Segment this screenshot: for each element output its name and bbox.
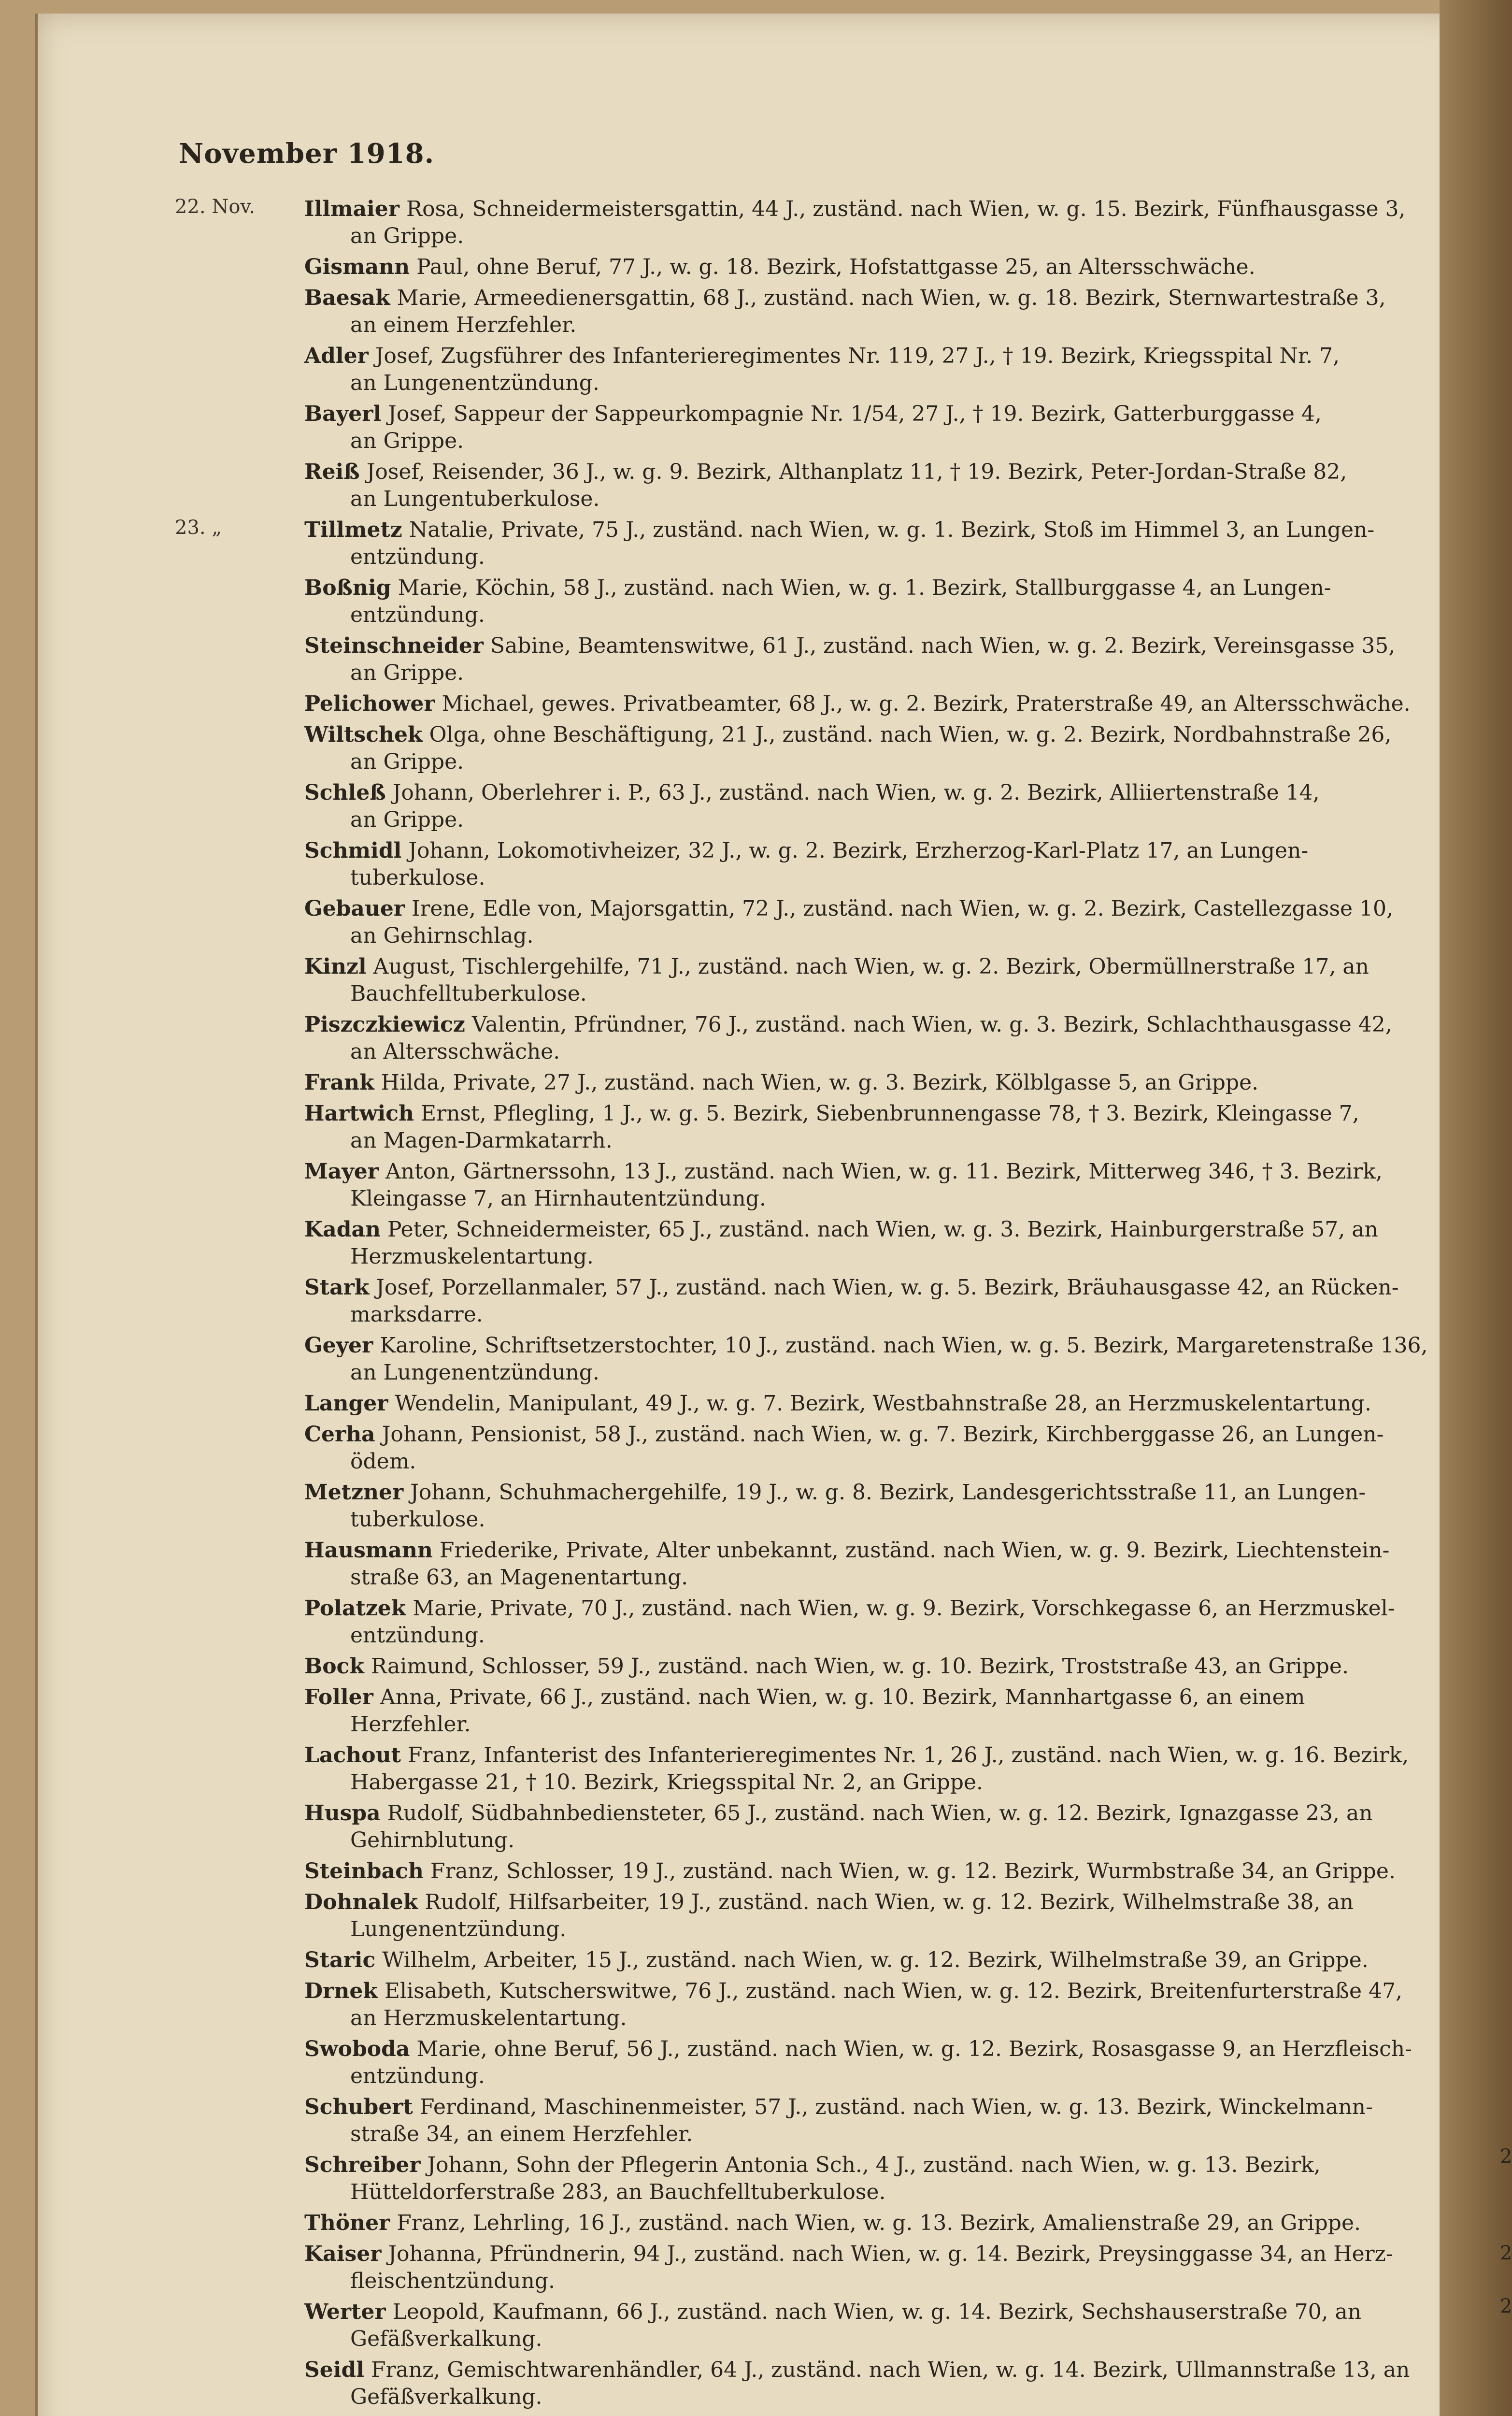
register-entry bbox=[179, 2094, 1435, 2148]
deceased-surname: Metzner bbox=[304, 1480, 404, 1505]
entry-details: Johann, Oberlehrer i. P., 63 J., zuständ. nach Wien, w. g. 2. Bezirk, Alliiertenstraße 14, bbox=[392, 780, 1320, 805]
deceased-surname: Polatzek bbox=[304, 1596, 406, 1621]
deceased-surname: Staric bbox=[304, 1948, 376, 1972]
entry-first-line bbox=[304, 2357, 1435, 2384]
register-entry bbox=[179, 2299, 1435, 2353]
entry-details: Ferdinand, Maschinenmeister, 57 J., zuständ. nach Wien, w. g. 13. Bezirk, Winckelmann- bbox=[419, 2095, 1373, 2119]
deceased-surname: Werter bbox=[304, 2300, 386, 2324]
register-entry bbox=[179, 2152, 1435, 2206]
deceased-surname: Boßnig bbox=[304, 575, 391, 600]
entry-details: Johann, Schuhmachergehilfe, 19 J., w. g. 8. Bezirk, Landesgerichtsstraße 11, an Lungen- bbox=[410, 1480, 1366, 1505]
deceased-surname: Schreiber bbox=[304, 2153, 421, 2177]
entry-details: Irene, Edle von, Majorsgattin, 72 J., zuständ. nach Wien, w. g. 2. Bezirk, Castellezgasse 10, bbox=[412, 896, 1394, 921]
deceased-surname: Piszczkiewicz bbox=[304, 1012, 465, 1037]
entry-continuation: an Lungenentzündung. bbox=[350, 371, 599, 395]
entry-details: August, Tischlergehilfe, 71 J., zuständ. nach Wien, w. g. 2. Bezirk, Obermüllnerstraße 17, an bbox=[373, 954, 1369, 979]
entry-details: Raimund, Schlosser, 59 J., zuständ. nach Wien, w. g. 10. Bezirk, Troststraße 43, an Grippe. bbox=[371, 1654, 1349, 1679]
entry-details: Ernst, Pflegling, 1 J., w. g. 5. Bezirk, Siebenbrunnengasse 78, † 3. Bezirk, Kleingasse 7, bbox=[420, 1101, 1359, 1126]
entry-details: Rudolf, Hilfsarbeiter, 19 J., zuständ. nach Wien, w. g. 12. Bezirk, Wilhelmstraße 38, an bbox=[425, 1890, 1354, 1914]
entry-continuation: Bauchfelltuberkulose. bbox=[350, 981, 587, 1006]
register-entry bbox=[179, 779, 1435, 834]
register-entry bbox=[179, 1216, 1435, 1270]
register-entry bbox=[179, 1390, 1435, 1417]
entry-continuation: Herzmuskelentartung. bbox=[350, 1244, 594, 1269]
register-entry bbox=[179, 1069, 1435, 1096]
deceased-surname: Schmidl bbox=[304, 838, 402, 863]
register-entry bbox=[179, 1889, 1435, 1943]
entry-details: Michael, gewes. Privatbeamter, 68 J., w. g. 2. Bezirk, Praterstraße 49, an Altersschwäche. bbox=[442, 691, 1411, 716]
entry-continuation: tuberkulose. bbox=[350, 865, 485, 890]
entry-continuation: fleischentzündung. bbox=[350, 2269, 555, 2293]
deceased-surname: Stark bbox=[304, 1275, 370, 1300]
deceased-surname: Kadan bbox=[304, 1217, 381, 1242]
book-gutter bbox=[1440, 0, 1512, 2416]
register-entry bbox=[179, 721, 1435, 776]
deceased-surname: Schubert bbox=[304, 2095, 413, 2119]
deceased-surname: Baesak bbox=[304, 286, 390, 310]
entry-first-line bbox=[304, 343, 1435, 370]
entry-first-line bbox=[304, 1069, 1435, 1096]
entry-first-line bbox=[304, 2036, 1435, 2063]
entry-continuation: an Altersschwäche. bbox=[350, 1039, 560, 1064]
entry-details: Marie, Armeedienersgattin, 68 J., zuständ. nach Wien, w. g. 18. Bezirk, Sternwartestraße 3, bbox=[397, 286, 1386, 310]
deceased-surname: Thöner bbox=[304, 2211, 390, 2235]
entry-details: Wendelin, Manipulant, 49 J., w. g. 7. Bezirk, Westbahnstraße 28, an Herzmuskelentartung. bbox=[395, 1391, 1371, 1416]
register-entry bbox=[179, 254, 1435, 281]
entry-first-line bbox=[304, 196, 1435, 223]
deceased-surname: Swoboda bbox=[304, 2037, 410, 2061]
entry-continuation: entzündung. bbox=[350, 2064, 485, 2088]
register-entry bbox=[179, 1858, 1435, 1885]
deceased-surname: Steinbach bbox=[304, 1859, 424, 1884]
register-entry bbox=[179, 1011, 1435, 1065]
entry-details: Rosa, Schneidermeistersgattin, 44 J., zuständ. nach Wien, w. g. 15. Bezirk, Fünfhausgasse 3, bbox=[406, 197, 1406, 221]
entry-first-line bbox=[304, 895, 1435, 922]
entry-details: Paul, ohne Beruf, 77 J., w. g. 18. Bezirk, Hofstattgasse 25, an Altersschwäche. bbox=[416, 255, 1255, 279]
entry-first-line bbox=[304, 1684, 1435, 1711]
entry-first-line bbox=[304, 1479, 1435, 1506]
entry-date: 22. Nov. bbox=[175, 196, 255, 218]
deceased-surname: Tillmetz bbox=[304, 518, 402, 542]
entry-details: Anna, Private, 66 J., zuständ. nach Wien, w. g. 10. Bezirk, Mannhartgasse 6, an einem bbox=[380, 1685, 1305, 1710]
register-entry bbox=[179, 1158, 1435, 1212]
entry-first-line bbox=[304, 1011, 1435, 1038]
deceased-surname: Seidl bbox=[304, 2358, 364, 2382]
entry-first-line bbox=[304, 1595, 1435, 1622]
register-entry bbox=[179, 2210, 1435, 2237]
deceased-surname: Kinzl bbox=[304, 954, 367, 979]
entry-first-line bbox=[304, 1421, 1435, 1448]
edge-number: 2 bbox=[1500, 2145, 1512, 2168]
entry-first-line bbox=[304, 459, 1435, 486]
deceased-surname: Dohnalek bbox=[304, 1890, 418, 1914]
entry-continuation: Gehirnblutung. bbox=[350, 1828, 515, 1853]
entry-details: Hilda, Private, 27 J., zuständ. nach Wien, w. g. 3. Bezirk, Kölblgasse 5, an Grippe. bbox=[381, 1070, 1259, 1095]
entry-continuation: an einem Herzfehler. bbox=[350, 313, 577, 337]
entry-first-line bbox=[304, 2152, 1435, 2179]
entry-details: Natalie, Private, 75 J., zuständ. nach Wien, w. g. 1. Bezirk, Stoß im Himmel 3, an Lungen- bbox=[409, 518, 1375, 542]
register-entry bbox=[179, 953, 1435, 1007]
entry-details: Marie, ohne Beruf, 56 J., zuständ. nach Wien, w. g. 12. Bezirk, Rosasgasse 9, an Herzfleisch- bbox=[416, 2037, 1412, 2061]
entry-continuation: an Grippe. bbox=[350, 224, 464, 248]
entry-details: Franz, Lehrling, 16 J., zuständ. nach Wien, w. g. 13. Bezirk, Amalienstraße 29, an Grippe. bbox=[397, 2211, 1361, 2235]
entry-first-line bbox=[304, 401, 1435, 428]
register-entry bbox=[179, 575, 1435, 629]
entry-continuation: an Herzmuskelentartung. bbox=[350, 2006, 627, 2030]
entry-continuation: an Grippe. bbox=[350, 807, 464, 832]
deceased-surname: Bock bbox=[304, 1654, 364, 1679]
deceased-surname: Pelichower bbox=[304, 691, 435, 716]
entry-first-line bbox=[304, 633, 1435, 660]
register-entry bbox=[179, 1800, 1435, 1854]
entry-details: Johann, Sohn der Pflegerin Antonia Sch., 4 J., zuständ. nach Wien, w. g. 13. Bezirk, bbox=[427, 2153, 1321, 2177]
entry-continuation: entzündung. bbox=[350, 1623, 485, 1648]
entry-continuation: ödem. bbox=[350, 1449, 416, 1474]
entry-continuation: Kleingasse 7, an Hirnhautentzündung. bbox=[350, 1186, 766, 1211]
entry-details: Friederike, Private, Alter unbekannt, zuständ. nach Wien, w. g. 9. Bezirk, Liechtenstein- bbox=[439, 1538, 1390, 1563]
entry-first-line bbox=[304, 953, 1435, 980]
entry-continuation: an Magen-Darmkatarrh. bbox=[350, 1128, 613, 1153]
entry-first-line bbox=[304, 1653, 1435, 1680]
entry-details: Franz, Infanterist des Infanterieregimentes Nr. 1, 26 J., zuständ. nach Wien, w. g. 16. Bezirk, bbox=[407, 1743, 1409, 1768]
entry-continuation: Herzfehler. bbox=[350, 1712, 471, 1737]
entry-details: Josef, Sappeur der Sappeurkompagnie Nr. 1/54, 27 J., † 19. Bezirk, Gatterburggasse 4, bbox=[388, 402, 1322, 426]
deceased-surname: Hartwich bbox=[304, 1101, 414, 1126]
entry-details: Josef, Porzellanmaler, 57 J., zuständ. nach Wien, w. g. 5. Bezirk, Bräuhausgasse 42, an Rücken- bbox=[376, 1275, 1399, 1300]
deceased-surname: Schleß bbox=[304, 780, 386, 805]
entry-first-line bbox=[304, 1947, 1435, 1974]
register-entries bbox=[175, 196, 1435, 2416]
register-entry bbox=[179, 633, 1435, 687]
entry-first-line bbox=[304, 2094, 1435, 2121]
entry-continuation: entzündung. bbox=[350, 603, 485, 627]
deceased-surname: Illmaier bbox=[304, 197, 399, 221]
entry-continuation: entzündung. bbox=[350, 545, 485, 569]
entry-details: Johann, Pensionist, 58 J., zuständ. nach Wien, w. g. 7. Bezirk, Kirchberggasse 26, an Lungen- bbox=[382, 1422, 1384, 1447]
entry-details: Valentin, Pfründner, 76 J., zuständ. nach Wien, w. g. 3. Bezirk, Schlachthausgasse 42, bbox=[471, 1012, 1392, 1037]
entry-continuation: an Grippe. bbox=[350, 661, 464, 685]
entry-first-line bbox=[304, 1978, 1435, 2005]
entry-first-line bbox=[304, 285, 1435, 312]
deceased-surname: Gebauer bbox=[304, 896, 405, 921]
entry-first-line bbox=[304, 721, 1435, 748]
entry-details: Anton, Gärtnerssohn, 13 J., zuständ. nach Wien, w. g. 11. Bezirk, Mitterweg 346, † 3. Bezirk, bbox=[385, 1159, 1383, 1184]
register-entry bbox=[175, 196, 1435, 250]
entry-details: Franz, Gemischtwarenhändler, 64 J., zuständ. nach Wien, w. g. 14. Bezirk, Ullmannstraße 13, an bbox=[371, 2358, 1410, 2382]
register-entry bbox=[179, 837, 1435, 892]
entry-first-line bbox=[304, 1274, 1435, 1301]
entry-first-line bbox=[304, 1800, 1435, 1827]
entry-details: Marie, Köchin, 58 J., zuständ. nach Wien, w. g. 1. Bezirk, Stallburggasse 4, an Lungen- bbox=[398, 575, 1331, 600]
entry-details: Franz, Schlosser, 19 J., zuständ. nach Wien, w. g. 12. Bezirk, Wurmbstraße 34, an Grippe. bbox=[430, 1859, 1396, 1884]
deceased-surname: Adler bbox=[304, 344, 369, 368]
deceased-surname: Frank bbox=[304, 1070, 374, 1095]
edge-number: 2 bbox=[1500, 2242, 1512, 2264]
entry-first-line bbox=[304, 690, 1435, 718]
entry-first-line bbox=[304, 779, 1435, 806]
register-entry bbox=[179, 1947, 1435, 1974]
entry-details: Josef, Reisender, 36 J., w. g. 9. Bezirk, Althanplatz 11, † 19. Bezirk, Peter-Jordan-Straße 82, bbox=[366, 460, 1347, 484]
entry-details: Johann, Lokomotivheizer, 32 J., w. g. 2. Bezirk, Erzherzog-Karl-Platz 17, an Lungen- bbox=[408, 838, 1309, 863]
register-entry bbox=[179, 343, 1435, 397]
edge-number: 2 bbox=[1500, 2295, 1512, 2317]
register-entry bbox=[179, 1421, 1435, 1475]
register-entry bbox=[179, 1595, 1435, 1649]
entry-details: Karoline, Schriftsetzerstochter, 10 J., zuständ. nach Wien, w. g. 5. Bezirk, Margaretenstraße 136, bbox=[380, 1333, 1428, 1358]
entry-first-line bbox=[304, 1742, 1435, 1769]
entry-continuation: an Gehirnschlag. bbox=[350, 923, 534, 948]
register-entry bbox=[179, 2036, 1435, 2090]
register-entry bbox=[179, 1479, 1435, 1533]
entry-continuation: Lungenentzündung. bbox=[350, 1917, 567, 1941]
entry-first-line bbox=[304, 1158, 1435, 1185]
deceased-surname: Foller bbox=[304, 1685, 373, 1710]
entry-first-line bbox=[304, 1390, 1435, 1417]
entry-continuation: an Grippe. bbox=[350, 749, 464, 774]
register-entry bbox=[179, 1100, 1435, 1154]
entry-date: 23. „ bbox=[175, 517, 222, 539]
deceased-surname: Reiß bbox=[304, 460, 360, 484]
register-entry bbox=[179, 2241, 1435, 2295]
register-entry bbox=[179, 401, 1435, 455]
register-entry bbox=[179, 285, 1435, 339]
register-entry bbox=[179, 459, 1435, 513]
deceased-surname: Steinschneider bbox=[304, 633, 484, 658]
deceased-surname: Cerha bbox=[304, 1422, 375, 1447]
deceased-surname: Wiltschek bbox=[304, 722, 423, 747]
register-entry bbox=[179, 1978, 1435, 2032]
deceased-surname: Mayer bbox=[304, 1159, 379, 1184]
entry-continuation: straße 34, an einem Herzfehler. bbox=[350, 2122, 693, 2146]
entry-continuation: Hütteldorferstraße 283, an Bauchfelltuberkulose. bbox=[350, 2180, 886, 2204]
deceased-surname: Hausmann bbox=[304, 1538, 433, 1563]
entry-continuation: straße 63, an Magenentartung. bbox=[350, 1565, 688, 1590]
deceased-surname: Gismann bbox=[304, 255, 410, 279]
entry-continuation: an Grippe. bbox=[350, 429, 464, 453]
register-entry bbox=[179, 1537, 1435, 1591]
entry-details: Johanna, Pfründnerin, 94 J., zuständ. nach Wien, w. g. 14. Bezirk, Preysinggasse 34, an Herz- bbox=[388, 2242, 1393, 2266]
deceased-surname: Langer bbox=[304, 1391, 388, 1416]
entry-continuation: an Lungentuberkulose. bbox=[350, 487, 600, 511]
entry-details: Marie, Private, 70 J., zuständ. nach Wien, w. g. 9. Bezirk, Vorschkegasse 6, an Herzmuskel- bbox=[413, 1596, 1395, 1621]
deceased-surname: Bayerl bbox=[304, 402, 382, 426]
entry-first-line bbox=[304, 254, 1435, 281]
entry-details: Leopold, Kaufmann, 66 J., zuständ. nach Wien, w. g. 14. Bezirk, Sechshauserstraße 70, an bbox=[392, 2300, 1362, 2324]
entry-details: Rudolf, Südbahnbediensteter, 65 J., zuständ. nach Wien, w. g. 12. Bezirk, Ignazgasse 23, an bbox=[387, 1801, 1373, 1826]
entry-first-line bbox=[304, 1332, 1435, 1359]
register-entry bbox=[179, 1742, 1435, 1796]
entry-details: Wilhelm, Arbeiter, 15 J., zuständ. nach Wien, w. g. 12. Bezirk, Wilhelmstraße 39, an Grippe. bbox=[382, 1948, 1369, 1972]
entry-continuation: Gefäßverkalkung. bbox=[350, 2327, 542, 2351]
register-entry bbox=[175, 517, 1435, 571]
entry-continuation: Habergasse 21, † 10. Bezirk, Kriegsspital Nr. 2, an Grippe. bbox=[350, 1770, 983, 1795]
entry-first-line bbox=[304, 1889, 1435, 1916]
register-entry bbox=[179, 1653, 1435, 1680]
entry-first-line bbox=[304, 1100, 1435, 1127]
page-header: November 1918. bbox=[179, 138, 435, 170]
register-entry bbox=[179, 2357, 1435, 2411]
entry-first-line bbox=[304, 2299, 1435, 2326]
entry-first-line bbox=[304, 1537, 1435, 1564]
entry-details: Peter, Schneidermeister, 65 J., zuständ. nach Wien, w. g. 3. Bezirk, Hainburgerstraße 57, an bbox=[387, 1217, 1378, 1242]
entry-continuation: tuberkulose. bbox=[350, 1507, 485, 1532]
entry-details: Elisabeth, Kutscherswitwe, 76 J., zuständ. nach Wien, w. g. 12. Bezirk, Breitenfurterstraße 47, bbox=[384, 1979, 1403, 2003]
register-entry bbox=[179, 895, 1435, 949]
entry-first-line bbox=[304, 517, 1435, 544]
entry-continuation: an Lungenentzündung. bbox=[350, 1360, 599, 1385]
deceased-surname: Kaiser bbox=[304, 2242, 382, 2266]
entry-first-line bbox=[304, 2210, 1435, 2237]
entry-first-line bbox=[304, 575, 1435, 602]
deceased-surname: Geyer bbox=[304, 1333, 373, 1358]
entry-details: Josef, Zugsführer des Infanterieregimentes Nr. 119, 27 J., † 19. Bezirk, Kriegsspital Nr. 7, bbox=[375, 344, 1340, 368]
entry-first-line bbox=[304, 1858, 1435, 1885]
entry-first-line bbox=[304, 1216, 1435, 1243]
register-entry bbox=[179, 1684, 1435, 1738]
register-entry bbox=[179, 690, 1435, 718]
deceased-surname: Lachout bbox=[304, 1743, 401, 1768]
entry-details: Olga, ohne Beschäftigung, 21 J., zuständ. nach Wien, w. g. 2. Bezirk, Nordbahnstraße 26, bbox=[429, 722, 1392, 747]
entry-continuation: marksdarre. bbox=[350, 1302, 483, 1327]
entry-continuation: Gefäßverkalkung. bbox=[350, 2385, 542, 2409]
register-entry bbox=[179, 1332, 1435, 1386]
entry-first-line bbox=[304, 837, 1435, 864]
deceased-surname: Drnek bbox=[304, 1979, 378, 2003]
entry-details: Sabine, Beamtenswitwe, 61 J., zuständ. nach Wien, w. g. 2. Bezirk, Vereinsgasse 35, bbox=[490, 633, 1396, 658]
register-entry bbox=[179, 1274, 1435, 1328]
entry-first-line bbox=[304, 2241, 1435, 2268]
deceased-surname: Huspa bbox=[304, 1801, 381, 1826]
